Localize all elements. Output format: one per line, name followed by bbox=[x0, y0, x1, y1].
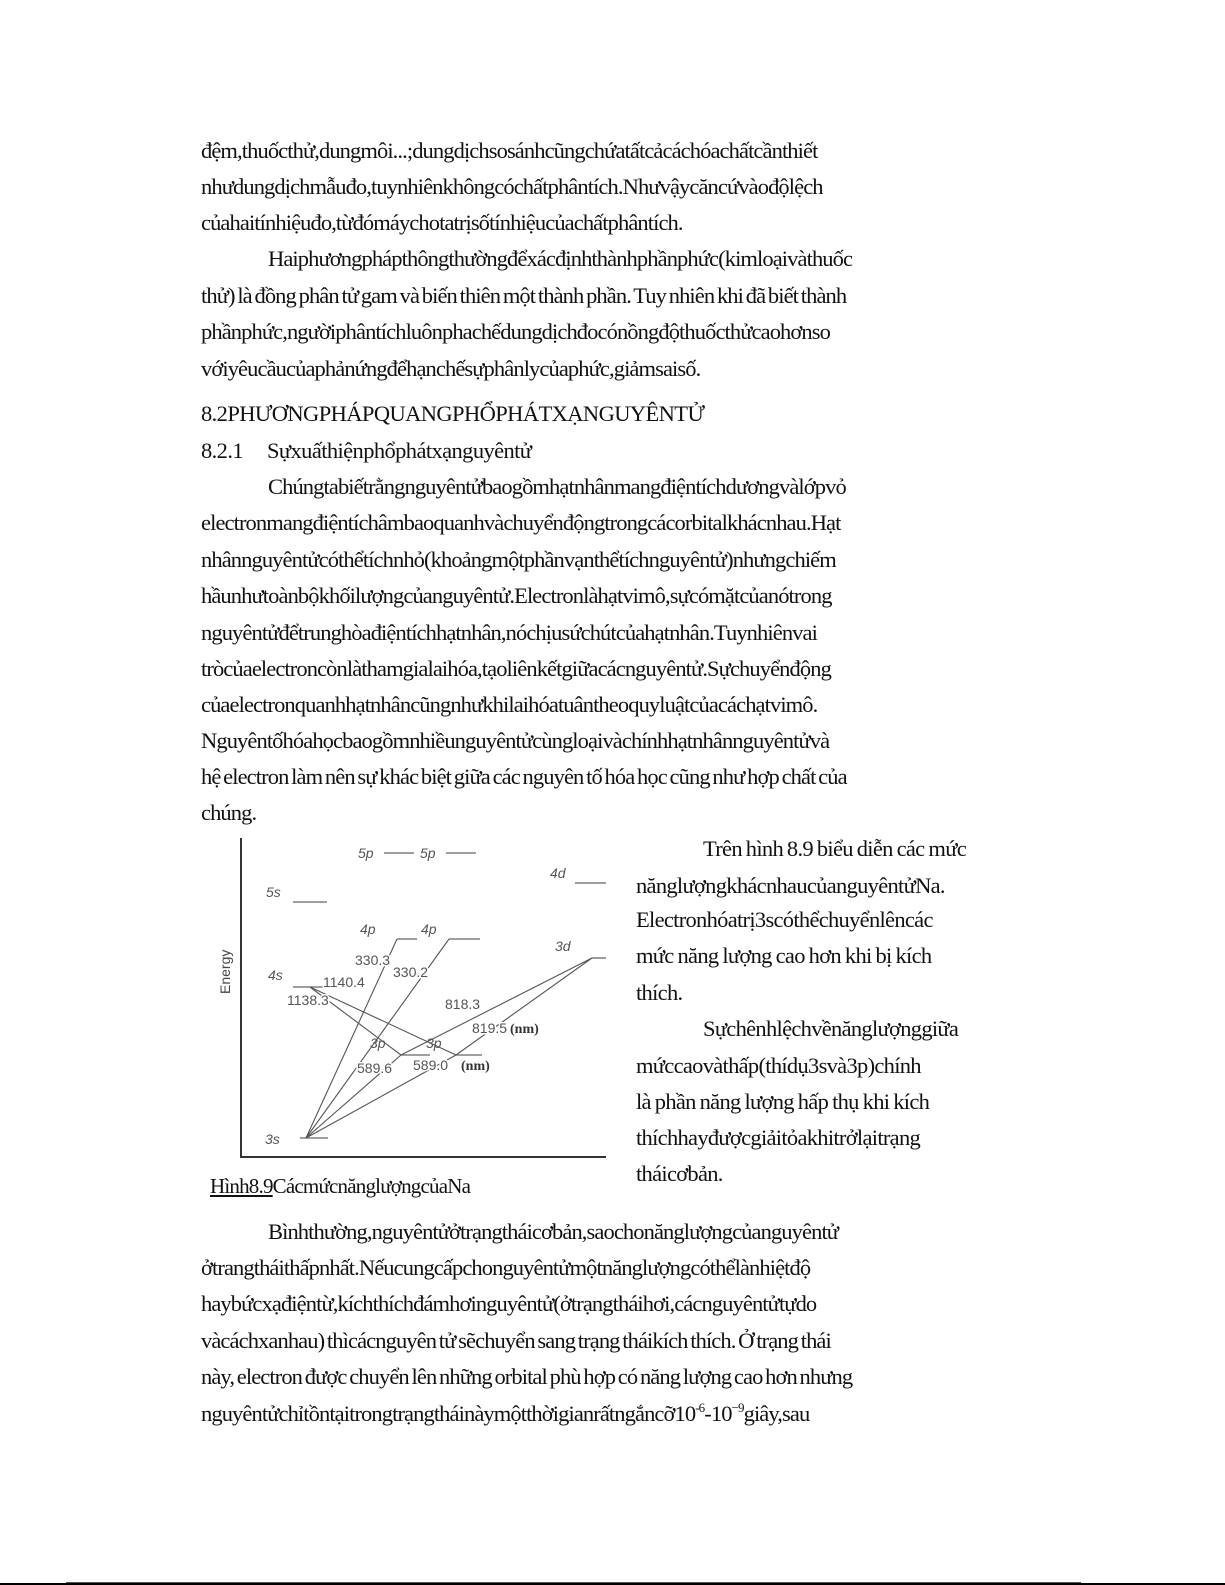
unit-label-nm-1: (nm) bbox=[510, 1022, 539, 1037]
unit-label-nm-2: (nm) bbox=[461, 1059, 490, 1074]
level-5p-1: 5p bbox=[358, 845, 374, 861]
exponent-1: -6 bbox=[695, 1400, 705, 1415]
paragraph-3-line-2: electronmangđiệntíchâmbaoquanhvàchuyểnđộngtrongcácorbitalkhácnhau.Hạt bbox=[201, 510, 841, 535]
subsection-number: 8.2.1 bbox=[201, 438, 244, 463]
level-4p-1: 4p bbox=[360, 921, 376, 937]
paragraph-3-line-10: chúng. bbox=[201, 800, 257, 825]
paragraph-4-line-5: này, electron được chuyển lên những orbital phù hợp có năng lượng cao hơn nhưng bbox=[201, 1364, 853, 1389]
level-5s: 5s bbox=[266, 884, 281, 900]
wavelength-589-0: 589.0 bbox=[413, 1057, 449, 1073]
paragraph-3-line-8: Nguyêntốhóahọcbaogồmnhiềunguyêntửcùngloạivàchínhhạtnhânnguyêntửvà bbox=[201, 728, 830, 753]
energy-level-diagram bbox=[200, 830, 620, 1170]
level-3p-2: 3p bbox=[426, 1035, 442, 1051]
side-paragraph-a-line-5: thích. bbox=[636, 980, 683, 1005]
wavelength-1140-4: 1140.4 bbox=[323, 974, 365, 990]
paragraph-3-line-1: Chúngtabiếtrằngnguyêntửbaogồmhạtnhânmangđiệntíchdươngvàlớpvỏ bbox=[268, 474, 846, 499]
level-4p-2: 4p bbox=[421, 921, 437, 937]
side-paragraph-b-line-3: là phần năng lượng hấp thụ khi kích bbox=[636, 1089, 930, 1114]
side-paragraph-b-line-2: mứccaovàthấp(thídụ3svà3p)chính bbox=[636, 1053, 921, 1078]
wavelength-589-6: 589.6 bbox=[357, 1060, 393, 1076]
paragraph-1-line-3: củahaitínhiệuđo,từđómáychotatrịsốtínhiệucủachấtphântích. bbox=[201, 210, 683, 235]
line-text-mid: -10 bbox=[704, 1401, 732, 1426]
paragraph-4-line-3: haybứcxạđiệntừ,kíchthíchđámhơinguyêntử(ởtrạngtháihơi,cácnguyêntửtựdo bbox=[201, 1291, 817, 1316]
exponent-2: −9 bbox=[731, 1400, 744, 1415]
side-paragraph-b-line-4: thíchhayđượcgiảitỏakhitrởlạitrạng bbox=[636, 1125, 921, 1150]
wavelength-330-3: 330.3 bbox=[355, 952, 391, 968]
level-5p-2: 5p bbox=[420, 845, 436, 861]
paragraph-3-line-6: tròcủaelectroncònlàthamgialaihóa,tạoliênkếtgiữacácnguyêntử.Sựchuyểnđộng bbox=[201, 656, 831, 681]
figure-caption bbox=[210, 1172, 470, 1200]
paragraph-3-line-7: củaelectronquanhhạtnhâncũngnhưkhilaihóatuântheoquyluậtcủacáchạtvimô. bbox=[201, 692, 818, 717]
side-paragraph-a-line-3: Electronhóatrị3scóthểchuyểnlêncác bbox=[636, 907, 933, 932]
wavelength-819-5: 819.5 bbox=[472, 1020, 508, 1036]
paragraph-4-line-4: vàcáchxanhau) thìcácnguyên tử sẽchuyển sang trạng tháikích thích. Ở trạng thái bbox=[201, 1328, 831, 1353]
paragraph-3-line-9: hệ electron làm nên sự khác biệt giữa các nguyên tố hóa học cũng như hợp chất của bbox=[201, 764, 847, 789]
wavelength-330-2: 330.2 bbox=[393, 964, 429, 980]
paragraph-3-line-5: nguyêntửđểtrunghòađiệntíchhạtnhân,nóchịusứchútcủahạtnhân.Tuynhiênvai bbox=[201, 620, 817, 645]
y-axis-label: Energy bbox=[217, 949, 233, 994]
subsection-title: Sựxuấthiệnphổphátxạnguyêntử bbox=[267, 438, 532, 463]
subsection-heading bbox=[201, 436, 531, 466]
paragraph-2-line-3: phầnphức,ngườiphântíchluônphachếdungdịchđocónồngđộthuốcthửcaohơnso bbox=[201, 319, 830, 344]
level-4s: 4s bbox=[268, 967, 283, 983]
wavelength-1138-3: 1138.3 bbox=[287, 992, 329, 1008]
paragraph-1-line-2: nhưdungdịchmẫuđo,tuynhiênkhôngcóchấtphântích.Nhưvậycăncứvàođộlệch bbox=[201, 174, 823, 199]
paragraph-4-line-2: ởtrangtháithấpnhất.Nếucungcấpchonguyêntửmộtnănglượngcóthểlànhiệtđộ bbox=[201, 1255, 811, 1280]
paragraph-1-line-1: đệm,thuốcthử,dungmôi...;dungdịchsosánhcũngchứatấtcảcáchóachấtcầnthiết bbox=[201, 138, 818, 163]
side-paragraph-a-line-4: mức năng lượng cao hơn khi bị kích bbox=[636, 943, 932, 968]
level-3p-1: 3p bbox=[370, 1035, 386, 1051]
figure-reference: Hình8.9 bbox=[210, 1174, 273, 1198]
line-text-before: nguyêntửchỉtồntạitrongtrạngtháinàymộtthờigianrấtngắncỡ10 bbox=[201, 1401, 696, 1426]
figure-caption-text: CácmứcnănglượngcủaNa bbox=[272, 1174, 471, 1198]
side-paragraph-a-line-2: nănglượngkhácnhaucủanguyêntửNa. bbox=[636, 873, 945, 898]
paragraph-3-line-4: hầunhưtoànbộkhốilượngcủanguyêntử.Electronlàhạtvimô,sựcómặtcủanótrong bbox=[201, 583, 832, 608]
side-paragraph-b-line-5: tháicơbản. bbox=[636, 1161, 723, 1186]
line-text-after: giây,sau bbox=[743, 1401, 810, 1426]
paragraph-4-line-6 bbox=[201, 1399, 809, 1429]
level-4d: 4d bbox=[550, 865, 566, 881]
section-heading: 8.2PHƯƠNGPHÁPQUANGPHỔPHÁTXẠNGUYÊNTỬ bbox=[201, 401, 705, 426]
paragraph-4-line-1: Bìnhthường,nguyêntửởtrạngtháicơbản,saochonănglượngcủanguyêntử bbox=[268, 1219, 839, 1244]
wavelength-818-3: 818.3 bbox=[445, 996, 481, 1012]
paragraph-2-line-2: thử) là đồng phân tử gam và biến thiên một thành phần. Tuy nhiên khi đã biết thành bbox=[201, 283, 847, 308]
side-paragraph-b-line-1: Sựchênhlệchvềnănglượnggiữa bbox=[703, 1016, 959, 1041]
level-3s: 3s bbox=[265, 1131, 280, 1147]
level-3d: 3d bbox=[555, 938, 571, 954]
paragraph-2-line-4: vớiyêucầucủaphảnứngđểhạnchếsựphânlycủaphức,giảmsaisố. bbox=[201, 356, 701, 381]
paragraph-2-line-1: Haiphươngphápthôngthườngđểxácđịnhthànhphầnphức(kimloạivàthuốc bbox=[268, 246, 853, 271]
side-paragraph-a-line-1: Trên hình 8.9 biểu diễn các mức bbox=[703, 836, 966, 861]
paragraph-3-line-3: nhânnguyêntửcóthểtíchnhỏ(khoảngmộtphầnvạnthểtíchnguyêntử)nhưngchiếm bbox=[201, 547, 836, 572]
